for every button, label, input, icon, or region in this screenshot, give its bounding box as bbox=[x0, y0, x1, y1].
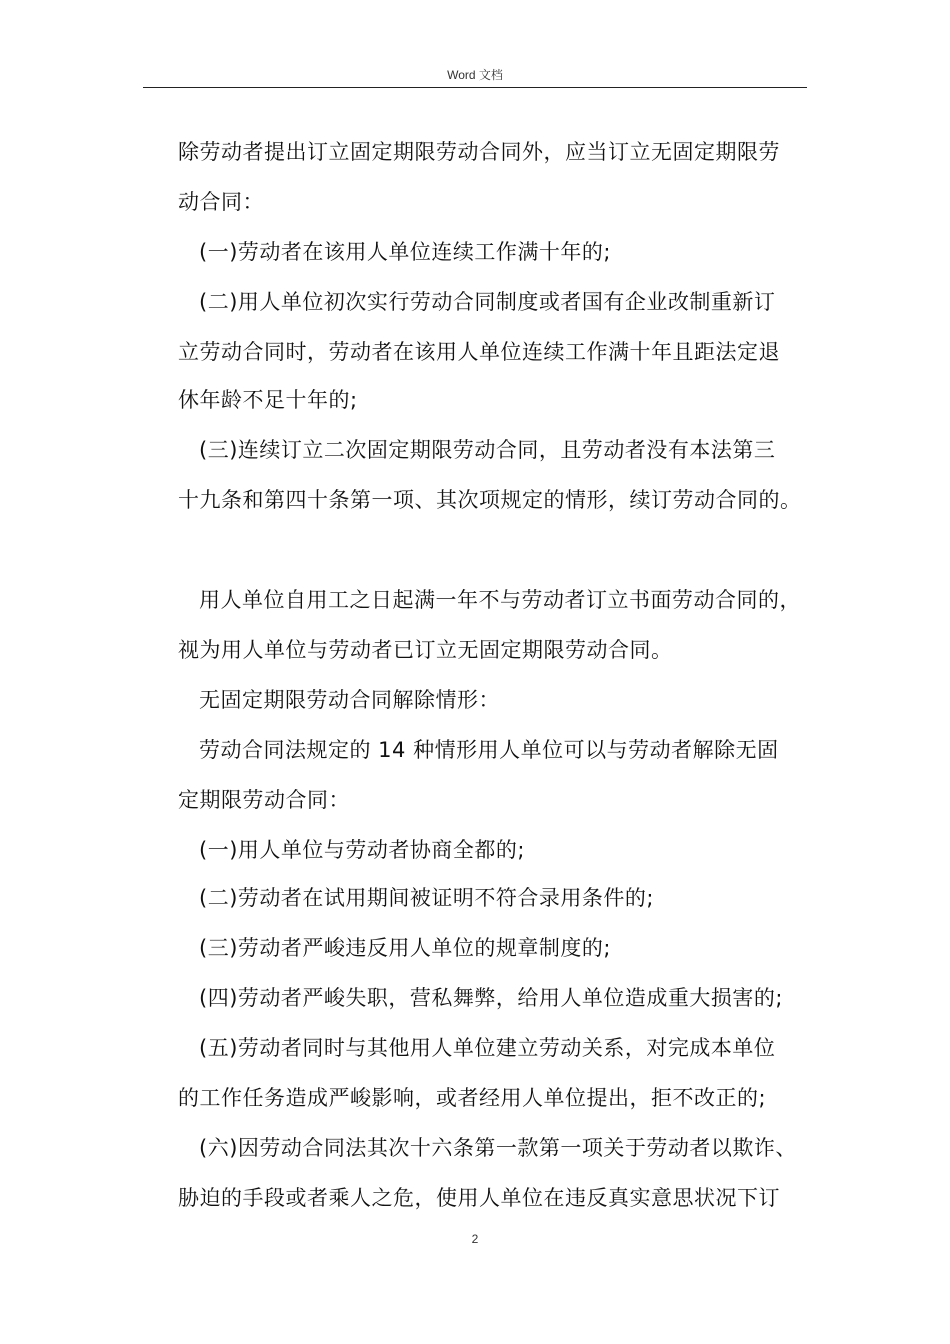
text-line: 立劳动合同时，劳动者在该用人单位连续工作满十年且距法定退 bbox=[178, 340, 780, 364]
text-line: 无固定期限劳动合同解除情形： bbox=[199, 688, 500, 712]
text-line: 休年龄不足十年的; bbox=[178, 388, 358, 412]
text-line: (五)劳动者同时与其他用人单位建立劳动关系，对完成本单位 bbox=[199, 1036, 776, 1060]
text-line: 的工作任务造成严峻影响，或者经用人单位提出，拒不改正的; bbox=[178, 1086, 767, 1110]
text-line: 动合同： bbox=[178, 190, 264, 214]
text-line: 胁迫的手段或者乘人之危，使用人单位在违反真实意思状况下订 bbox=[178, 1186, 780, 1210]
text-line: (一)用人单位与劳动者协商全都的; bbox=[199, 838, 525, 862]
text-line: (一)劳动者在该用人单位连续工作满十年的; bbox=[199, 240, 611, 264]
text-line: 劳动合同法规定的 14 种情形用人单位可以与劳动者解除无固 bbox=[199, 738, 779, 762]
text-line: 用人单位自用工之日起满一年不与劳动者订立书面劳动合同的， bbox=[199, 588, 801, 612]
text-line: 定期限劳动合同： bbox=[178, 788, 350, 812]
text-line: (四)劳动者严峻失职，营私舞弊，给用人单位造成重大损害的; bbox=[199, 986, 783, 1010]
text-line: (六)因劳动合同法其次十六条第一款第一项关于劳动者以欺诈、 bbox=[199, 1136, 797, 1160]
text-line: 视为用人单位与劳动者已订立无固定期限劳动合同。 bbox=[178, 638, 673, 662]
page-header: Word 文档 bbox=[447, 68, 503, 82]
header-rule bbox=[143, 87, 807, 88]
text-line: 除劳动者提出订立固定期限劳动合同外，应当订立无固定期限劳 bbox=[178, 140, 780, 164]
page-number: 2 bbox=[471, 1232, 479, 1246]
text-line: 十九条和第四十条第一项、其次项规定的情形，续订劳动合同的。 bbox=[178, 488, 802, 512]
text-line: (二)劳动者在试用期间被证明不符合录用条件的; bbox=[199, 886, 654, 910]
text-line: (三)连续订立二次固定期限劳动合同，且劳动者没有本法第三 bbox=[199, 438, 776, 462]
text-line: (二)用人单位初次实行劳动合同制度或者国有企业改制重新订 bbox=[199, 290, 776, 314]
text-line: (三)劳动者严峻违反用人单位的规章制度的; bbox=[199, 936, 611, 960]
